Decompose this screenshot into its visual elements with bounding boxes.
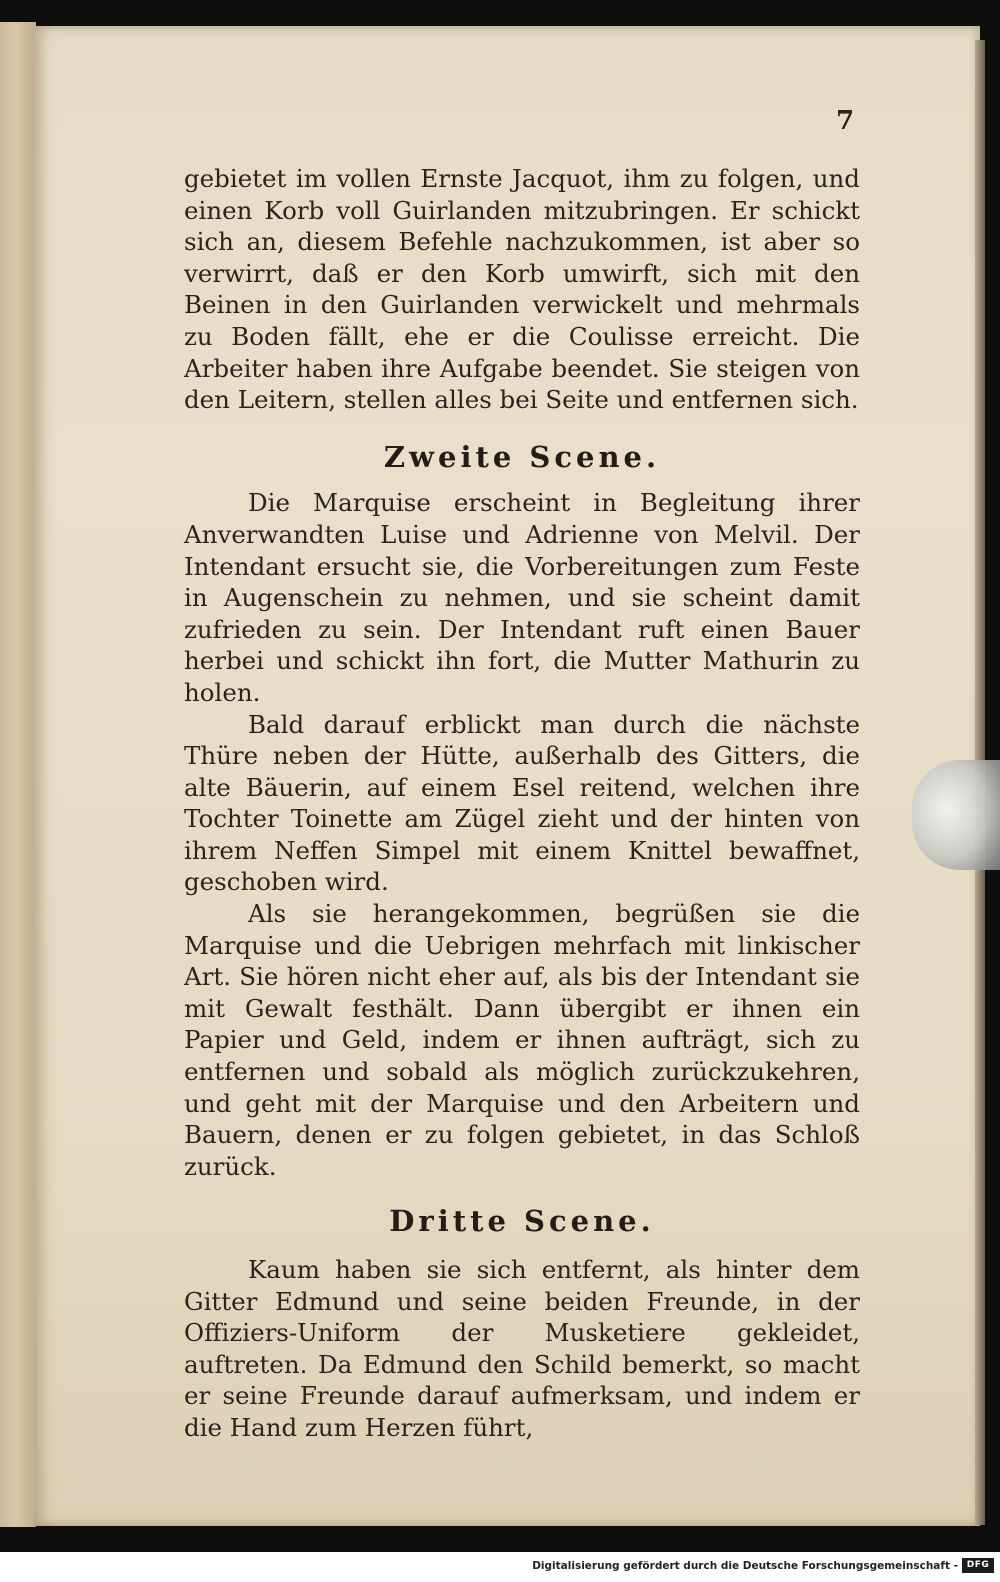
paragraph-5: Kaum haben sie sich entfernt, als hinter dem Gitter Edmund und seine beiden Freunde, in der Offiziers-Uniform der Musketiere gekleidet, auftreten. Da Edmund den Schild bemerkt, so macht er seine Freunde darauf aufmerksam, und indem er die Hand zum Herzen führt, <box>184 1255 860 1442</box>
previous-page-edge <box>0 22 36 1527</box>
scene-heading-dritte: Dritte Scene. <box>389 1204 655 1239</box>
footer-bar <box>0 1552 1000 1582</box>
page-clip <box>912 760 1000 870</box>
page-number: 7 <box>836 106 855 136</box>
paragraph-3: Bald darauf erblickt man durch die nächste Thüre neben der Hütte, außerhalb des Gitters, die alte Bäuerin, auf einem Esel reitend, welchen ihre Tochter Toinette am Zügel zieht und der hinten von ihrem Neffen Simpel mit einem Knittel bewaffnet, geschoben wird. <box>184 709 860 897</box>
scene-heading-zweite: Zweite Scene. <box>383 439 661 474</box>
paragraph-4: Als sie herangekommen, begrüßen sie die Marquise und die Uebrigen mehrfach mit linkischer Art. Sie hören nicht eher auf, als bis der Intendant sie mit Gewalt festhält. Dann übergibt er ihnen ein Papier und Geld, indem er ihnen aufträgt, sich zu entfernen und sobald als möglich zurückzukehren, und geht mit der Marquise und den Arbeitern und Bauern, denen er zu folgen gebietet, in das Schloß zurück. <box>184 899 860 1181</box>
paragraph-2: Die Marquise erscheint in Begleitung ihrer Anverwandten Luise und Adrienne von Melvil. Der Intendant ersucht sie, die Vorbereitungen zum Feste in Augenschein zu nehmen, und sie scheint damit zufrieden zu sein. Der Intendant ruft einen Bauer herbei und schickt ihn fort, die Mutter Mathurin zu holen. <box>184 488 860 707</box>
funding-credit: Digitalisierung gefördert durch die Deutsche Forschungsgemeinschaft - <box>532 1560 958 1572</box>
page-text <box>184 163 860 1444</box>
paragraph-1: gebietet im vollen Ernste Jacquot, ihm zu folgen, und einen Korb voll Guirlanden mitzubringen. Er schickt sich an, diesem Befehle nachzukommen, ist aber so verwirrt, daß er den Korb umwirft, sich mit den Beinen in den Guirlanden verwickelt und mehrmals zu Boden fällt, ehe er die Coulisse erreicht. Die Arbeiter haben ihre Aufgabe beendet. Sie steigen von den Leitern, stellen alles bei Seite und entfernen sich. <box>184 164 860 415</box>
dfg-logo: DFG <box>962 1558 994 1573</box>
